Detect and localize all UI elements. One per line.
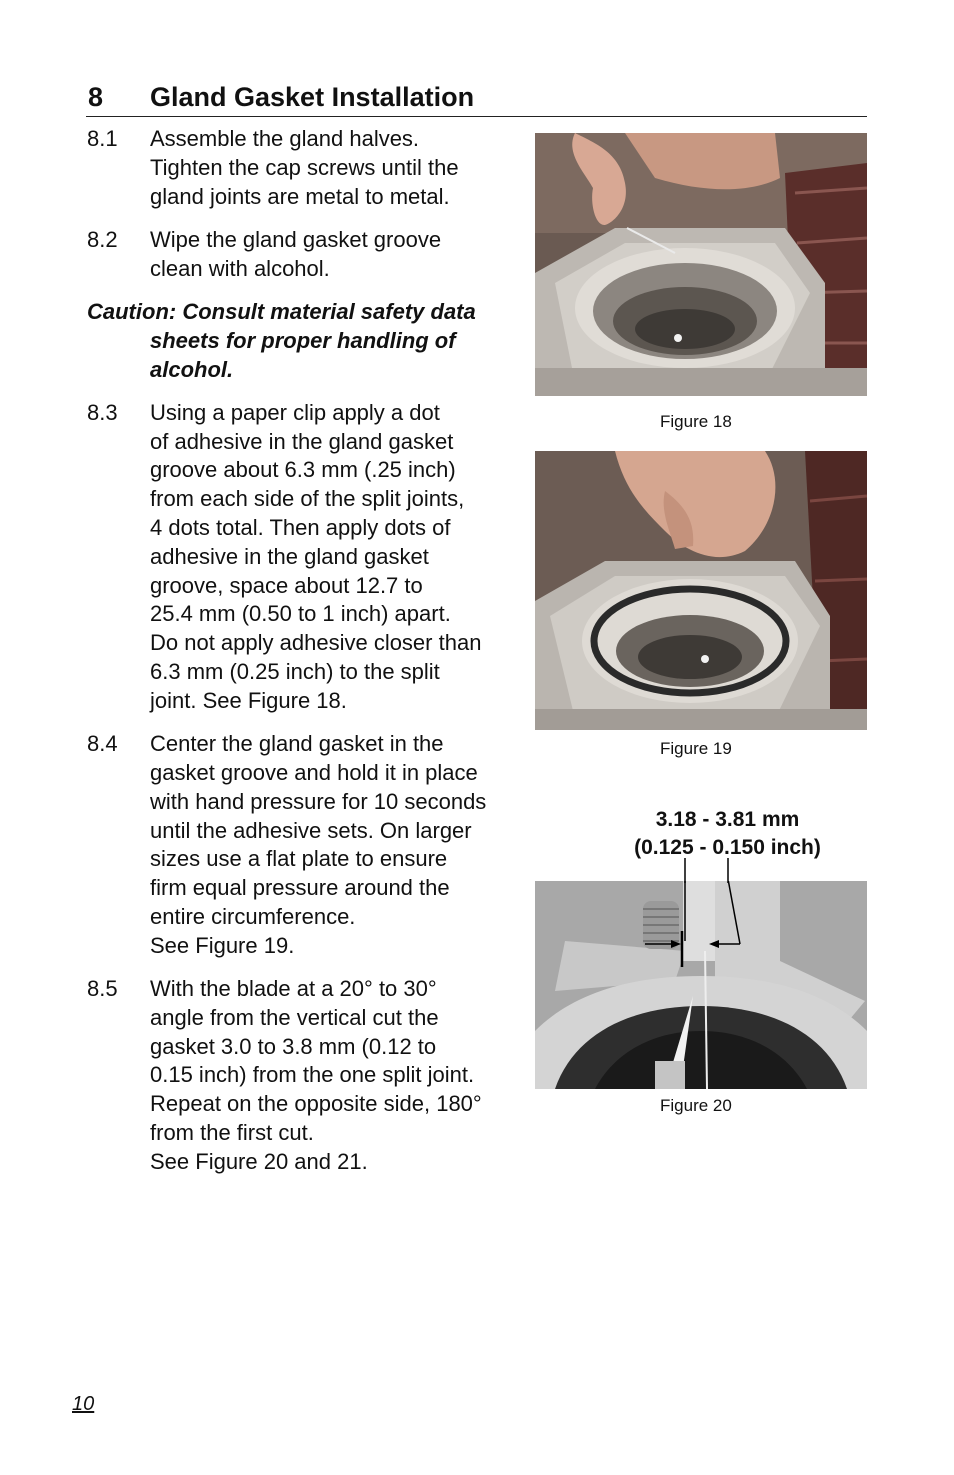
- section-title: Gland Gasket Installation: [150, 82, 475, 112]
- step-number: 8.5: [87, 976, 118, 1002]
- step-8-5: [87, 975, 527, 1177]
- dimension-leader-lines: [670, 858, 750, 883]
- step-8-2: [87, 226, 527, 284]
- step-text: Wipe the gland gasket groove clean with alcohol.: [150, 226, 442, 281]
- step-number: 8.2: [87, 226, 118, 252]
- dimension-label: 3.18 - 3.81 mm (0.125 - 0.150 inch): [634, 808, 821, 859]
- step-8-1: [87, 125, 527, 211]
- caution-note: [87, 298, 527, 384]
- section-heading: [86, 80, 867, 117]
- step-number: 8.1: [87, 126, 118, 151]
- section-number: 8: [88, 82, 104, 112]
- step-number: 8.4: [87, 731, 118, 757]
- step-8-3: [87, 399, 527, 716]
- figure-19-caption: Figure 19: [660, 739, 732, 758]
- step-text: Center the gland gasket in the gasket groove and hold it in place with hand pressure for 10 seconds until the adhesive sets. On larger sizes use a flat plate to ensure firm equal pressure around the entire circumference. See Figure 19.: [150, 731, 487, 958]
- step-8-4: [87, 730, 527, 960]
- step-text: Assemble the gland halves. Tighten the cap screws until the gland joints are metal to metal.: [150, 126, 459, 209]
- caution-text: Caution: Consult material safety data sheets for proper handling of alcohol.: [87, 298, 476, 382]
- figure-18-photo: [535, 133, 867, 396]
- step-number: 8.3: [87, 399, 118, 425]
- step-text: Using a paper clip apply a dot of adhesive in the gland gasket groove about 6.3 mm (.25 inch) from each side of the split joints, 4 dots total. Then apply dots of adhesive in the gland gasket groove, space about 12.7 to 25.4 mm (0.50 to 1 inch) apart. Do not apply adhesive closer than 6.3 mm (0.25 inch) to the split joint. See Figure 18.: [150, 399, 482, 713]
- figure-20-photo: [535, 881, 867, 1089]
- figure-19-photo: [535, 451, 867, 730]
- figure-20-caption: Figure 20: [660, 1096, 732, 1115]
- figure-18-caption: Figure 18: [660, 412, 732, 431]
- instruction-steps: [87, 125, 527, 1191]
- page-number: 10: [72, 1393, 95, 1415]
- step-text: With the blade at a 20° to 30° angle from the vertical cut the gasket 3.0 to 3.8 mm (0.12 to 0.15 inch) from the one split joint. Repeat on the opposite side, 180° from the first cut. See Figure 20 and 21.: [150, 976, 482, 1174]
